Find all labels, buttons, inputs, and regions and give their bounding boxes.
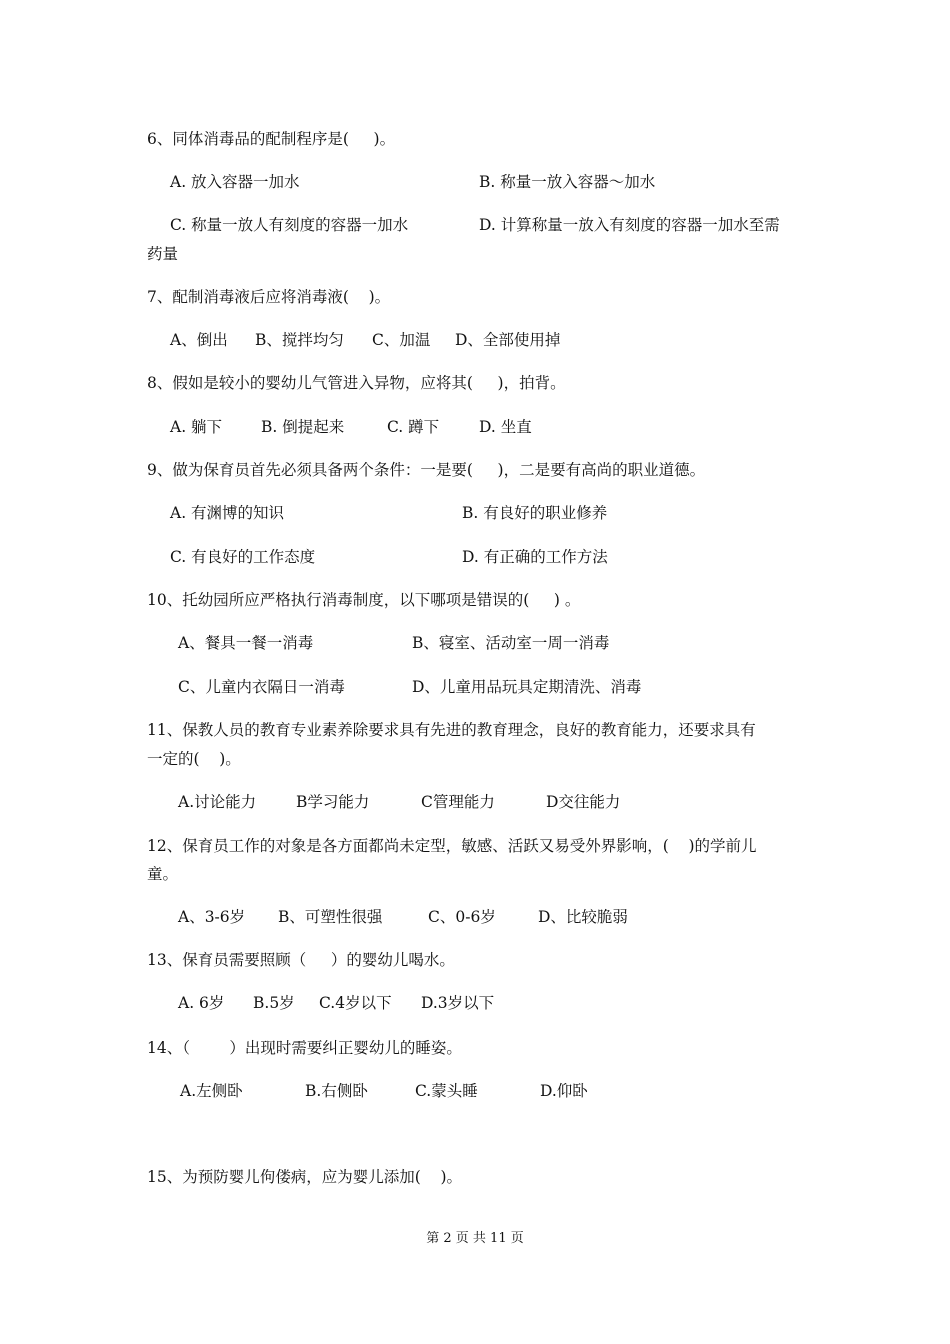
question-8-option-a: A. 躺下	[170, 418, 223, 436]
question-12-stem: 12、保育员工作的对象是各方面都尚未定型，敏感、活跃又易受外界影响，( )的学前儿	[147, 837, 757, 855]
question-7-option-b: B、搅拌均匀	[255, 331, 344, 349]
question-6-option-d: D. 计算称量一放入有刻度的容器一加水至需	[479, 216, 780, 234]
question-9-option-d: D. 有正确的工作方法	[462, 548, 608, 566]
question-10-stem: 10、托幼园所应严格执行消毒制度，以下哪项是错误的( ) 。	[147, 591, 581, 609]
question-9-option-c: C. 有良好的工作态度	[170, 548, 316, 566]
question-14-option-a: A.左侧卧	[180, 1082, 243, 1100]
question-7-option-a: A、倒出	[170, 331, 228, 349]
question-8-option-b: B. 倒提起来	[261, 418, 345, 436]
question-11-stem-continued: 一定的( )。	[147, 750, 241, 768]
question-13-option-d: D.3岁以下	[421, 994, 495, 1012]
question-14-option-b: B.右侧卧	[305, 1082, 368, 1100]
question-10-option-d: D、儿童用品玩具定期清洗、消毒	[412, 678, 642, 696]
question-11-stem: 11、保教人员的教育专业素养除要求具有先进的教育理念，良好的教育能力，还要求具有	[147, 721, 756, 739]
question-12-option-d: D、比较脆弱	[538, 908, 628, 926]
question-9-option-a: A. 有渊博的知识	[170, 504, 285, 522]
question-13-option-a: A. 6岁	[178, 994, 225, 1012]
question-14-option-d: D.仰卧	[540, 1082, 588, 1100]
question-7-stem: 7、配制消毒液后应将消毒液( )。	[147, 288, 391, 306]
question-13-option-b: B.5岁	[253, 994, 295, 1012]
page-footer: 第 2 页 共 11 页	[426, 1231, 524, 1246]
question-11-option-d: D交往能力	[546, 793, 621, 811]
question-6-stem: 6、同体消毒品的配制程序是( )。	[147, 130, 396, 148]
question-10-option-b: B、寝室、活动室一周一消毒	[412, 634, 610, 652]
question-9-stem: 9、做为保育员首先必须具备两个条件：一是要( )，二是要有高尚的职业道德。	[147, 461, 706, 479]
question-8-option-c: C. 蹲下	[387, 418, 440, 436]
question-6-option-d-continued: 药量	[147, 245, 179, 263]
question-8-option-d: D. 坐直	[479, 418, 532, 436]
question-12-option-c: C、0-6岁	[428, 908, 496, 926]
question-12-option-b: B、可塑性很强	[278, 908, 383, 926]
question-8-stem: 8、假如是较小的婴幼儿气管进入异物，应将其( )，拍背。	[147, 374, 566, 392]
question-9-option-b: B. 有良好的职业修养	[462, 504, 608, 522]
question-13-stem: 13、保育员需要照顾（ ）的婴幼儿喝水。	[147, 951, 455, 969]
question-14-stem: 14、（ ）出现时需要纠正婴幼儿的睡姿。	[147, 1039, 462, 1057]
question-12-option-a: A、3-6岁	[178, 908, 246, 926]
question-12-stem-continued: 童。	[147, 865, 179, 883]
question-10-option-a: A、餐具一餐一消毒	[178, 634, 314, 652]
question-15-stem: 15、为预防婴儿佝偻病，应为婴儿添加( )。	[147, 1168, 463, 1186]
question-11-option-b: B学习能力	[296, 793, 370, 811]
question-14-option-c: C.蒙头睡	[415, 1082, 478, 1100]
question-11-option-c: C管理能力	[421, 793, 495, 811]
question-7-option-c: C、加温	[372, 331, 431, 349]
question-11-option-a: A.讨论能力	[178, 793, 257, 811]
question-13-option-c: C.4岁以下	[319, 994, 392, 1012]
question-10-option-c: C、儿童内衣隔日一消毒	[178, 678, 345, 696]
question-6-option-b: B. 称量一放入容器～加水	[479, 173, 656, 191]
question-7-option-d: D、全部使用掉	[455, 331, 561, 349]
question-6-option-c: C. 称量一放人有刻度的容器一加水	[170, 216, 409, 234]
question-6-option-a: A. 放入容器一加水	[170, 173, 300, 191]
